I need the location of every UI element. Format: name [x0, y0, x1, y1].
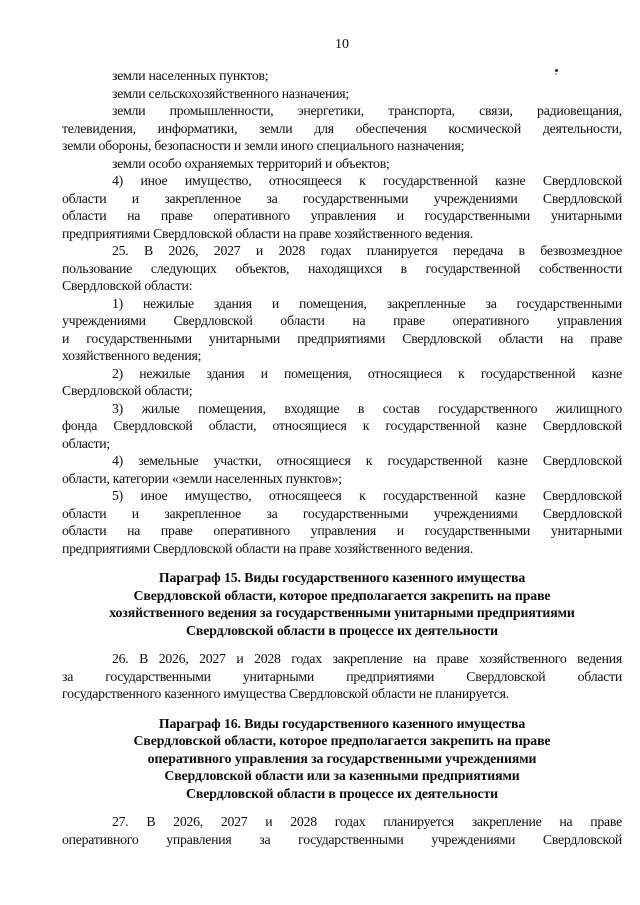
text-line: 5) иное имущество, относящееся к государственной казне Свердловской [112, 488, 622, 503]
page-number: 10 [335, 37, 349, 52]
text-line: земли промышленности, энергетики, транспорта, связи, радиовещания, [112, 103, 622, 118]
text-line: фонда Свердловской области, относящиеся к государственной казне Свердловской [62, 418, 622, 433]
paragraph-block [62, 650, 622, 703]
paragraph-block [62, 452, 622, 487]
heading-line: Свердловской области, которое предполагается закрепить на праве [133, 587, 551, 603]
paragraph-block [62, 85, 622, 103]
heading-line: Параграф 15. Виды государственного казенного имущества [158, 570, 526, 585]
heading-line: оперативного управления за государственными учреждениями [147, 750, 537, 766]
text-line: пользование следующих объектов, находящихся в государственной собственности [62, 260, 622, 276]
text-line: предприятиями Свердловской области на праве хозяйственного ведения. [62, 540, 473, 556]
text-line: земли обороны, безопасности и земли иного специального назначения; [62, 138, 465, 153]
paragraph-block [62, 102, 622, 155]
document-body [62, 67, 622, 848]
text-line: 4) иное имущество, относящееся к государственной казне Свердловской [112, 173, 622, 188]
text-line: 26. В 2026, 2027 и 2028 годах закрепление на праве хозяйственного ведения [112, 651, 622, 666]
paragraph-block [62, 172, 622, 242]
paragraph-block [62, 155, 622, 173]
text-line: земли сельскохозяйственного назначения; [112, 85, 349, 101]
paragraph-block [62, 295, 622, 365]
heading-line: Свердловской области в процессе их деятельности [186, 622, 498, 638]
text-line: хозяйственного ведения; [62, 348, 202, 363]
text-line: Свердловской области; [62, 383, 193, 398]
text-line: и государственными унитарными предприятиями Свердловской области на праве [62, 330, 622, 346]
paragraph-block [62, 813, 622, 848]
section-heading [62, 715, 622, 803]
text-line: 4) земельные участки, относящиеся к государственной казне Свердловской [112, 453, 622, 468]
text-line: 27. В 2026, 2027 и 2028 годах планируется закрепление на праве [112, 814, 622, 829]
text-line: телевидения, информатики, земли для обеспечения космической деятельности, [62, 120, 622, 136]
text-line: государственного казенного имущества Свердловской области не планируется. [62, 686, 509, 701]
text-line: предприятиями Свердловской области на праве хозяйственного ведения. [62, 225, 473, 241]
paragraph-block [62, 400, 622, 453]
section-heading [62, 569, 622, 639]
text-line: Свердловской области: [62, 278, 193, 293]
text-line: земли особо охраняемых территорий и объектов; [112, 155, 390, 171]
text-line: земли населенных пунктов; [112, 68, 269, 83]
text-line: 3) жилые помещения, входящие в состав государственного жилищного [112, 400, 622, 416]
heading-line: хозяйственного ведения за государственными унитарными предприятиями [109, 605, 575, 620]
heading-line: Свердловской области, которое предполагается закрепить на праве [133, 733, 551, 748]
text-line: области и закрепленное за государственными учреждениями Свердловской [62, 190, 622, 206]
text-line: оперативного управления за государственными учреждениями Свердловской [62, 831, 622, 847]
text-line: области и закрепленное за государственными учреждениями Свердловской [62, 505, 622, 521]
text-line: 1) нежилые здания и помещения, закрепленные за государственными [112, 295, 622, 311]
text-line: за государственными унитарными предприятиями Свердловской области [62, 668, 622, 684]
heading-line: Свердловской области в процессе их деятельности [186, 785, 498, 801]
text-line: области, категории «земли населенных пунктов»; [62, 470, 342, 486]
paragraph-block [62, 487, 622, 557]
paragraph-block [62, 365, 622, 400]
heading-line: Свердловской области или за казенными предприятиями [164, 768, 520, 783]
paragraph-block [62, 67, 622, 85]
text-line: области на праве оперативного управления и государственными унитарными [62, 523, 622, 538]
text-line: 25. В 2026, 2027 и 2028 годах планируется передача в безвозмездное [112, 243, 622, 258]
text-line: учреждениями Свердловской области на праве оперативного управления [62, 313, 622, 328]
text-line: области на праве оперативного управления и государственными унитарными [62, 208, 622, 223]
paragraph-block [62, 242, 622, 295]
text-line: 2) нежилые здания и помещения, относящиеся к государственной казне [112, 365, 622, 381]
heading-line: Параграф 16. Виды государственного казенного имущества [158, 715, 526, 731]
text-line: области; [62, 435, 110, 451]
